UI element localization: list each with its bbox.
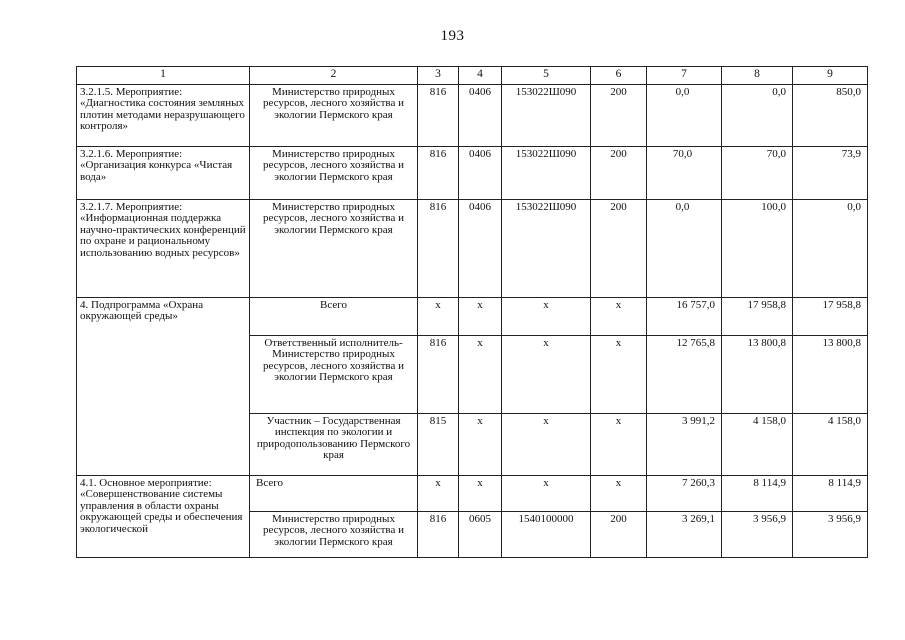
budget-table — [76, 66, 868, 558]
col8-cell: 3 956,9 — [722, 511, 793, 557]
col6-cell: 200 — [591, 84, 647, 146]
col7-cell: 7 260,3 — [647, 475, 722, 511]
col3-cell: 815 — [418, 413, 459, 475]
col9-cell: 850,0 — [793, 84, 868, 146]
col5-cell: 153022Ш090 — [502, 199, 591, 297]
col4-cell: х — [459, 413, 502, 475]
col4-cell: х — [459, 475, 502, 511]
col6-cell: х — [591, 475, 647, 511]
col3-cell: 816 — [418, 84, 459, 146]
col5-cell: х — [502, 413, 591, 475]
executor-cell: Участник – Государственная инспекция по экологии и природопользованию Пермского края — [250, 413, 418, 475]
col8-cell: 13 800,8 — [722, 335, 793, 413]
executor-cell: Министерство природных ресурсов, лесного хозяйства и экологии Пермского края — [250, 146, 418, 199]
col6-cell: 200 — [591, 146, 647, 199]
col7-cell: 3 991,2 — [647, 413, 722, 475]
col9-cell: 3 956,9 — [793, 511, 868, 557]
column-header: 1 — [77, 67, 250, 85]
col3-cell: 816 — [418, 335, 459, 413]
col9-cell: 17 958,8 — [793, 297, 868, 335]
executor-cell: Всего — [250, 297, 418, 335]
column-header: 6 — [591, 67, 647, 85]
col5-cell: 153022Ш090 — [502, 84, 591, 146]
activity-name: 3.2.1.5. Мероприятие: «Диагностика состояния земляных плотин методами неразрушающего контроля» — [77, 84, 250, 146]
page-number: 193 — [440, 28, 465, 44]
col5-cell: х — [502, 475, 591, 511]
col6-cell: х — [591, 413, 647, 475]
column-header: 9 — [793, 67, 868, 85]
table-row — [77, 199, 868, 297]
column-header: 5 — [502, 67, 591, 85]
executor-cell: Ответственный исполнитель- Министерство природных ресурсов, лесного хозяйства и экологии Пермского края — [250, 335, 418, 413]
col9-cell: 13 800,8 — [793, 335, 868, 413]
col6-cell: 200 — [591, 511, 647, 557]
col3-cell: 816 — [418, 146, 459, 199]
table-header-row — [77, 67, 868, 85]
col5-cell: х — [502, 297, 591, 335]
activity-name: 3.2.1.7. Мероприятие: «Информационная поддержка научно-практических конференций по охране и рациональному использованию водных ресурсов» — [77, 199, 250, 297]
col4-cell: х — [459, 335, 502, 413]
executor-cell: Министерство природных ресурсов, лесного хозяйства и экологии Пермского края — [250, 511, 418, 557]
executor-cell: Министерство природных ресурсов, лесного хозяйства и экологии Пермского края — [250, 84, 418, 146]
col6-cell: х — [591, 297, 647, 335]
col5-cell: 153022Ш090 — [502, 146, 591, 199]
col8-cell: 17 958,8 — [722, 297, 793, 335]
column-header: 8 — [722, 67, 793, 85]
col8-cell: 0,0 — [722, 84, 793, 146]
col4-cell: х — [459, 297, 502, 335]
table-row — [77, 297, 868, 335]
col7-cell: 0,0 — [647, 199, 722, 297]
col7-cell: 70,0 — [647, 146, 722, 199]
col7-cell: 12 765,8 — [647, 335, 722, 413]
col9-cell: 73,9 — [793, 146, 868, 199]
col8-cell: 100,0 — [722, 199, 793, 297]
col3-cell: 816 — [418, 511, 459, 557]
col6-cell: 200 — [591, 199, 647, 297]
col9-cell: 0,0 — [793, 199, 868, 297]
table-row — [77, 146, 868, 199]
col9-cell: 4 158,0 — [793, 413, 868, 475]
column-header: 4 — [459, 67, 502, 85]
col4-cell: 0406 — [459, 84, 502, 146]
col5-cell: 1540100000 — [502, 511, 591, 557]
executor-cell: Министерство природных ресурсов, лесного хозяйства и экологии Пермского края — [250, 199, 418, 297]
col7-cell: 3 269,1 — [647, 511, 722, 557]
column-header: 2 — [250, 67, 418, 85]
col3-cell: 816 — [418, 199, 459, 297]
table-row — [77, 84, 868, 146]
col4-cell: 0406 — [459, 199, 502, 297]
col4-cell: 0406 — [459, 146, 502, 199]
col8-cell: 8 114,9 — [722, 475, 793, 511]
column-header: 3 — [418, 67, 459, 85]
col6-cell: х — [591, 335, 647, 413]
subprogram-name: 4. Подпрограмма «Охрана окружающей среды» — [77, 297, 250, 475]
col3-cell: х — [418, 297, 459, 335]
column-header: 7 — [647, 67, 722, 85]
col3-cell: х — [418, 475, 459, 511]
col7-cell: 16 757,0 — [647, 297, 722, 335]
table-row — [77, 475, 868, 511]
col7-cell: 0,0 — [647, 84, 722, 146]
activity-name: 4.1. Основное мероприятие: «Совершенствование системы управления в области охраны окружающей среды и обеспечения экологической — [77, 475, 250, 557]
col5-cell: х — [502, 335, 591, 413]
col9-cell: 8 114,9 — [793, 475, 868, 511]
executor-cell: Всего — [250, 475, 418, 511]
col8-cell: 4 158,0 — [722, 413, 793, 475]
activity-name: 3.2.1.6. Мероприятие: «Организация конкурса «Чистая вода» — [77, 146, 250, 199]
col8-cell: 70,0 — [722, 146, 793, 199]
col4-cell: 0605 — [459, 511, 502, 557]
